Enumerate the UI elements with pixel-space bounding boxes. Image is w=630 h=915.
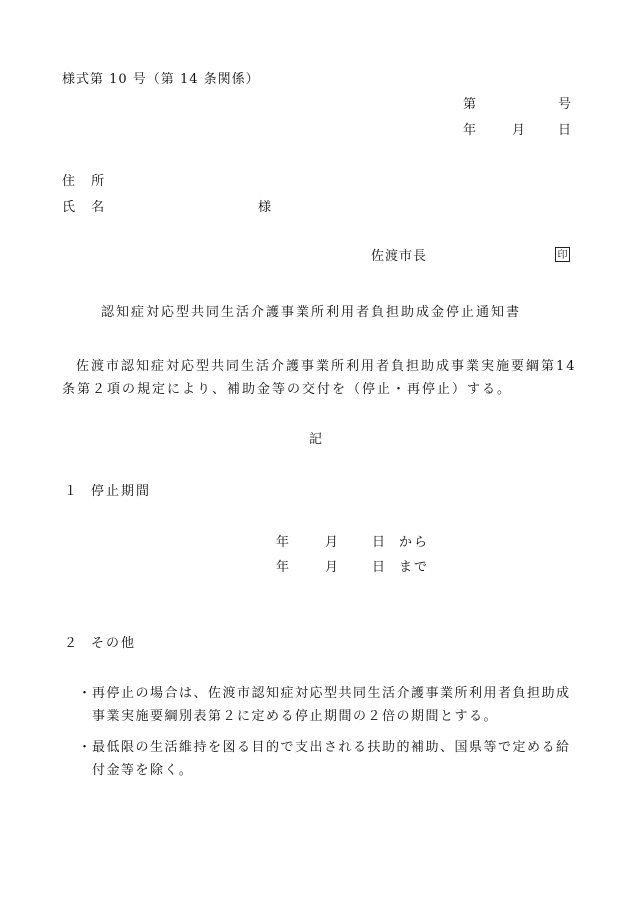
name-label: 氏 名 <box>62 200 111 215</box>
document-title: 認知症対応型共同生活介護事業所利用者負担助成金停止通知書 <box>101 305 522 320</box>
section2-label: その他 <box>91 636 137 651</box>
section1-label: 停止期間 <box>91 484 152 499</box>
sama-label: 様 <box>258 200 273 215</box>
issuer-title: 佐渡市長 <box>371 249 428 264</box>
section1-number: １ <box>64 484 79 499</box>
body-paragraph: 佐渡市認知症対応型共同生活介護事業所利用者負担助成事業実施要綱第14条第２項の規定により、補助金等の交付を（停止・再停止）する。 <box>62 359 577 397</box>
period-to-suffix: まで <box>399 560 430 575</box>
bullet-text: 再停止の場合は、佐渡市認知症対応型共同生活介護事業所利用者負担助成事業実施要綱別表第２に定める停止期間の２倍の期間とする。 <box>92 686 571 724</box>
bullet-text: 最低限の生活維持を図る目的で支出される扶助的補助、国県等で定める給付金等を除く。 <box>92 740 571 778</box>
date-nen: 年 <box>463 123 478 138</box>
period-from-suffix: から <box>399 535 430 550</box>
date-hi: 日 <box>558 123 573 138</box>
period-to-tsuki: 月 <box>325 560 340 575</box>
bullet-item <box>78 736 583 782</box>
period-to-nen: 年 <box>276 560 291 575</box>
bullet-item <box>78 682 583 728</box>
form-number-label: 様式第 10 号（第 14 条関係） <box>62 72 260 87</box>
ki-heading: 記 <box>309 432 324 447</box>
period-from-tsuki: 月 <box>325 535 340 550</box>
section2-number: ２ <box>64 636 79 651</box>
address-label: 住 所 <box>62 174 111 189</box>
bullet-mark: ・ <box>78 740 93 755</box>
date-tsuki: 月 <box>512 123 527 138</box>
ref-dai: 第 <box>463 97 478 112</box>
seal-mark: 印 <box>555 247 570 262</box>
ref-go: 号 <box>558 97 573 112</box>
period-to-hi: 日 <box>372 560 387 575</box>
period-from-nen: 年 <box>276 535 291 550</box>
period-from-hi: 日 <box>372 535 387 550</box>
bullet-mark: ・ <box>78 686 93 701</box>
